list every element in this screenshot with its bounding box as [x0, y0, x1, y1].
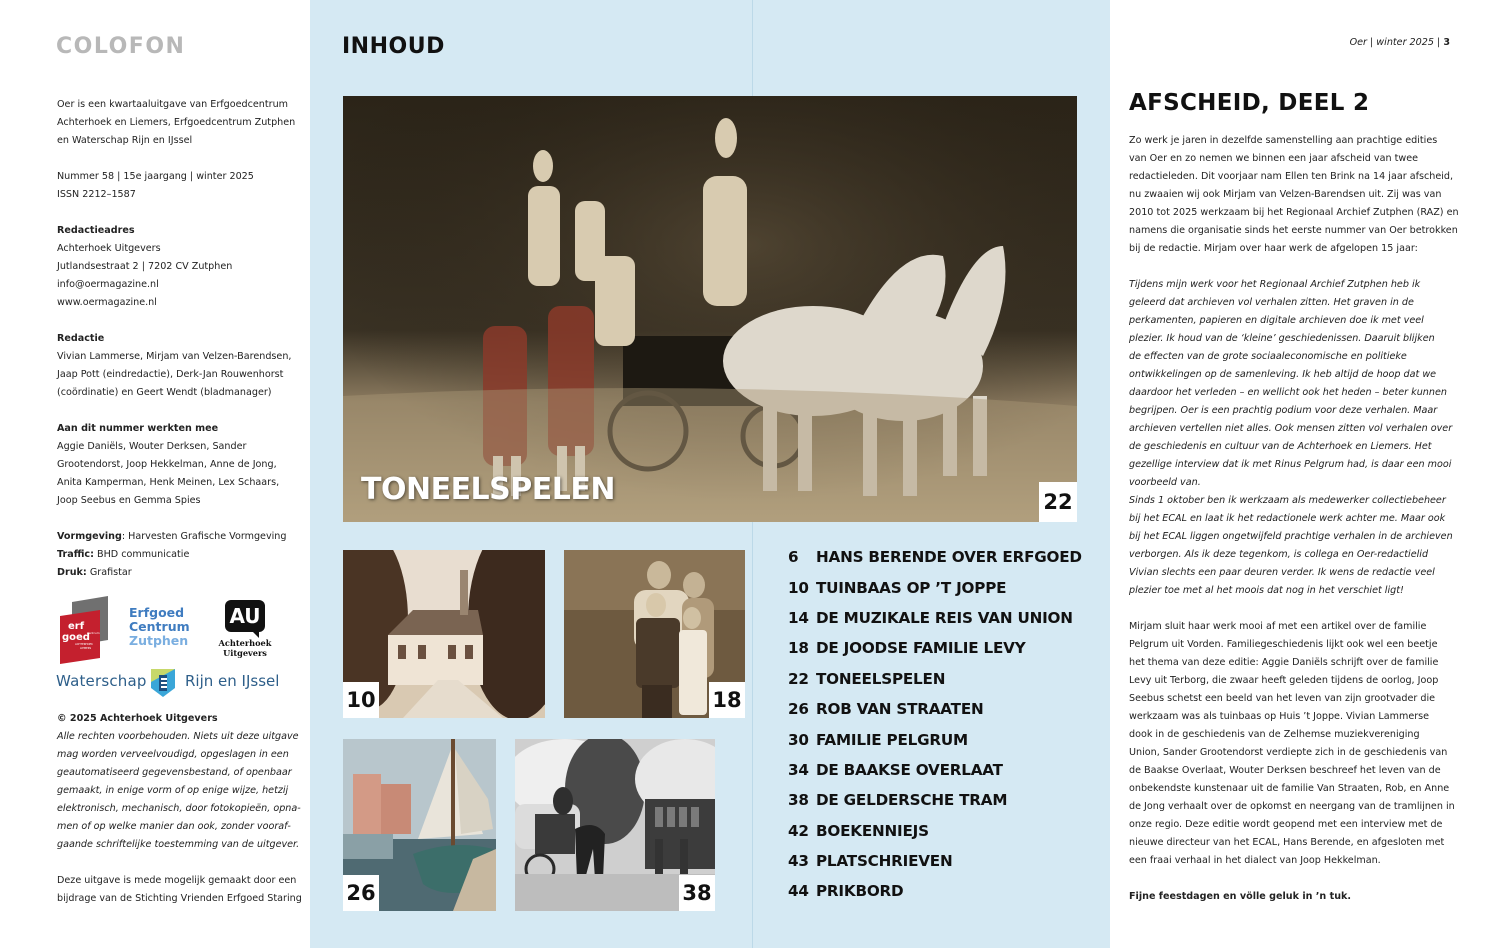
erfgoed-centrum-zutphen-logo: Erfgoed Centrum Zutphen — [129, 605, 190, 648]
toc-page-number: 26 — [788, 700, 809, 719]
table-of-contents — [788, 542, 1098, 907]
toc-page-number: 44 — [788, 882, 809, 901]
contents-title: INHOUD — [342, 34, 445, 59]
toc-page-number: 34 — [788, 760, 809, 779]
colofon-contributors: Aan dit nummer werkten mee Aggie Daniëls, Wouter Derksen, Sander Grootendorst, Joop Hekkelman, Anne de Jong, Anita Kamperman, Henk Meinen, Lex Schaars, Joop Seebus en Gemma Spies — [57, 423, 280, 506]
credit-vormgeving: Vormgeving: Harvesten Grafische Vormgeving — [57, 531, 287, 542]
toc-page-number: 43 — [788, 852, 809, 871]
thumb-tuinbaas-page-badge: 10 — [343, 682, 379, 718]
colofon-issue — [57, 168, 302, 204]
editors-heading: Redactie — [57, 333, 105, 344]
colofon-editors: Redactie Vivian Lammerse, Mirjam van Velzen-Barendsen, Jaap Pott (eindredactie), Derk-Jan Rouwenhorst (coördinatie) en Geert Wendt (bladmanager) — [57, 333, 292, 398]
toc-title: BOEKENNIEJS — [816, 821, 929, 840]
copyright-heading: © 2025 Achterhoek Uitgevers — [57, 713, 218, 724]
toc-item[interactable] — [788, 603, 1098, 633]
toc-page-number: 38 — [788, 791, 809, 810]
editorial-body: Mirjam sluit haar werk mooi af met een artikel over de familie Pelgrum uit Vorden. Familiegeschiedenis lijkt ook wel een beetje het thema van deze editie: Aggie Daniëls schrijft over de familie Levy uit Terborg, die zwaar heeft geleden tijdens de oorlog, Joop Seebus schetst een beeld van het leven van zijn grootvader die werkzaam was als tuinbaas op Huis ’t Joppe. Vivian Lammerse dook in de geschiedenis van de Zelhemse muziekvereniging Union, Sander Grootendorst verdiepte zich in de geschiedenis van de Baakse Overlaat, Wouter Derksen beschreef het leven van de onbekendste kunstenaar uit de familie Van Straaten, Rob, en Anne de Jong verhaalt over de opkomst en neergang van de tramlijnen in onze regio. Deze editie wordt geopend met een interview met de nieuwe directeur van het ECAL, Hans Berende, en afgesloten met een fraai verhaal in het dialect van Joop Hekkelman. — [1129, 621, 1455, 866]
toc-page-number: 18 — [788, 639, 809, 658]
svg-text:centrum: centrum — [87, 631, 100, 635]
credit-druk: Druk: Grafistar — [57, 567, 132, 578]
thumb-geldersche-tram[interactable] — [515, 739, 715, 911]
toc-title: HANS BERENDE OVER ERFGOED — [816, 548, 1082, 567]
toc-title: DE BAAKSE OVERLAAT — [816, 760, 1003, 779]
toc-page-number: 14 — [788, 608, 809, 627]
hero-caption: TONEELSPELEN — [361, 472, 615, 507]
erfgoed-achterhoek-logo — [58, 596, 112, 664]
toc-item[interactable] — [788, 816, 1098, 846]
toc-title: DE MUZIKALE REIS VAN UNION — [816, 608, 1073, 627]
colofon-credits — [57, 528, 302, 582]
toc-title: ROB VAN STRAATEN — [816, 700, 984, 719]
thumb-rob-van-straaten[interactable] — [343, 739, 496, 911]
issue-number: Nummer 58 | 15e jaargang | winter 2025 — [57, 171, 254, 182]
contents-spread — [310, 0, 1110, 948]
colofon-title: COLOFON — [56, 34, 186, 59]
svg-text:erf: erf — [68, 621, 85, 632]
editorial-quote: Tijdens mijn werk voor het Regionaal Archief Zutphen heb ik geleerd dat archieven vol verhalen zitten. Het graven in de perkamenten, papieren en digitale archieven doe ik met veel plezier. Ik houd van de ‘kleine’ geschiedenissen. Daaruit blijken de effecten van de grote sociaaleconomische en politieke ontwikkelingen op de samenleving. Ik heb altijd de hoop dat we daardoor het verleden – en wellicht ook het heden – beter kunnen begrijpen. Oer is een prachtig podium voor deze verhalen. Maar archieven vertellen niet alles. Ook mensen zitten vol verhalen over de geschiedenis en cultuur van de Achterhoek en Liemers. Het gezellige interview dat ik met Rinus Pelgrum had, is daar een mooi voorbeeld van. Sinds 1 oktober ben ik werkzaam als medewerker collectiebeheer bij het ECAL en laat ik het redactionele werk achter me. Maar ook bij het ECAL liggen ongetwijfeld prachtige verhalen in de archieven verborgen. Als ik deze tegenkom, is collega en Oer-redactielid Vivian slechts een paar deuren verder. Ik wens de redactie veel plezier toe met al het moois dat nog in het verschiet ligt! — [1129, 279, 1453, 596]
toc-title: PRIKBORD — [816, 882, 904, 901]
svg-text:goed: goed — [62, 632, 90, 643]
thumb-geldersche-tram-page-badge: 38 — [679, 875, 715, 911]
thumb-familie-levy[interactable] — [564, 550, 745, 718]
toc-page-number: 22 — [788, 669, 809, 688]
achterhoek-uitgevers-logo: AU Achterhoek Uitgevers — [216, 600, 274, 658]
toc-item[interactable] — [788, 664, 1098, 694]
colofon-page — [0, 0, 310, 950]
website-link[interactable]: www.oermagazine.nl — [57, 297, 157, 308]
toc-item[interactable] — [788, 572, 1098, 602]
partner-logos — [56, 592, 286, 702]
hero-photo-image — [343, 96, 1077, 522]
thumb-familie-levy-page-badge: 18 — [709, 682, 745, 718]
credit-traffic: Traffic: BHD communicatie — [57, 549, 190, 560]
waterschap-shield-icon — [150, 668, 176, 698]
colofon-address: Redactieadres Achterhoek Uitgevers Jutlandsestraat 2 | 7202 CV Zutphen info@oermagazine.nl www.oermagazine.nl — [57, 222, 302, 312]
svg-text:ACHTERHOEK: ACHTERHOEK — [75, 643, 93, 646]
copyright-notice: Alle rechten voorbehouden. Niets uit deze uitgave mag worden verveelvoudigd, opgeslagen in een geautomatiseerd gegevensbestand, of openbaar gemaakt, in enige vorm of op enige wijze, hetzij elektronisch, mechanisch, door fotokopieën, opna- men of op welke manier dan ook, zonder vooraf- gaande schriftelijke toestemming van de uitgever. — [57, 731, 301, 850]
colofon-intro: Oer is een kwartaaluitgave van Erfgoedcentrum Achterhoek en Liemers, Erfgoedcentrum Zutphen en Waterschap Rijn en IJssel — [57, 99, 296, 146]
toc-item[interactable] — [788, 724, 1098, 754]
svg-text:LIEMERS: LIEMERS — [80, 647, 92, 650]
toc-item[interactable] — [788, 755, 1098, 785]
toc-title: TONEELSPELEN — [816, 669, 946, 688]
toc-item[interactable] — [788, 633, 1098, 663]
toc-item[interactable] — [788, 694, 1098, 724]
toc-title: DE GELDERSCHE TRAM — [816, 791, 1008, 810]
toc-title: PLATSCHRIEVEN — [816, 852, 953, 871]
email-link[interactable]: info@oermagazine.nl — [57, 279, 159, 290]
page-number: 3 — [1443, 37, 1450, 48]
issn: ISSN 2212–1587 — [57, 189, 136, 200]
toc-title: FAMILIE PELGRUM — [816, 730, 968, 749]
editorial-closing: Fijne feestdagen en völle geluk in ’n tuk. — [1129, 891, 1352, 902]
toc-item[interactable] — [788, 542, 1098, 572]
toc-page-number: 30 — [788, 730, 809, 749]
editorial-title: AFSCHEID, DEEL 2 — [1129, 90, 1370, 116]
thumb-rob-van-straaten-page-badge: 26 — [343, 875, 379, 911]
toc-item[interactable] — [788, 876, 1098, 906]
toc-page-number: 42 — [788, 821, 809, 840]
toc-page-number: 6 — [788, 548, 799, 567]
toc-item[interactable] — [788, 785, 1098, 815]
hero-photo-toneelspelen[interactable] — [343, 96, 1077, 522]
toc-title: DE JOODSE FAMILIE LEVY — [816, 639, 1026, 658]
colofon-sponsor: Deze uitgave is mede mogelijk gemaakt door een bijdrage van de Stichting Vrienden Erfgoed Staring — [57, 875, 302, 904]
colofon-copyright — [57, 710, 302, 728]
editorial-intro: Zo werk je jaren in dezelfde samenstelling aan prachtige edities van Oer en zo nemen we binnen een jaar afscheid van twee redactieleden. Dit voorjaar nam Ellen ten Brink na 14 jaar afscheid, nu zwaaien wij ook Mirjam van Velzen-Barendsen uit. Zij was van 2010 tot 2025 werkzaam bij het Regionaal Archief Zutphen (RAZ) en namens die organisatie sinds het eerste nummer van Oer betrokken bij de redactie. Mirjam over haar werk de afgelopen 15 jaar: — [1129, 135, 1459, 254]
waterschap-logo: Waterschap Rijn en IJssel — [56, 668, 286, 698]
toc-page-number: 10 — [788, 578, 809, 597]
toc-item[interactable] — [788, 846, 1098, 876]
thumb-tuinbaas[interactable] — [343, 550, 545, 718]
contributors-heading: Aan dit nummer werkten mee — [57, 423, 219, 434]
editorial-page — [1110, 0, 1500, 950]
address-heading: Redactieadres — [57, 225, 135, 236]
toc-title: TUINBAAS OP ’T JOPPE — [816, 578, 1007, 597]
hero-page-badge: 22 — [1039, 482, 1077, 522]
running-head: Oer | winter 2025 | 3 — [1349, 37, 1450, 48]
